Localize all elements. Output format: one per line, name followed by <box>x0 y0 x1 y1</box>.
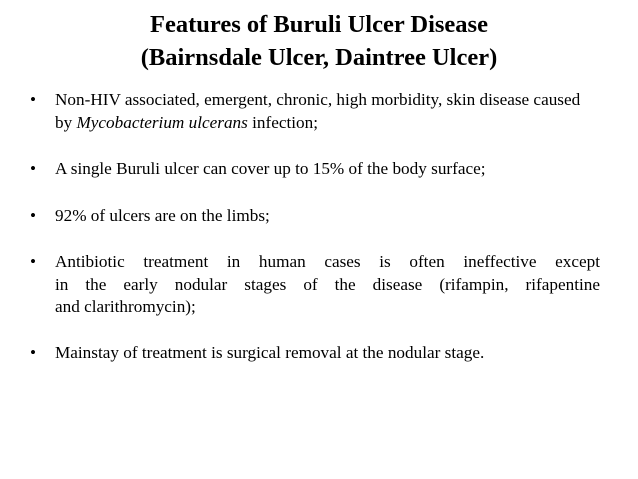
bullet-1-organism-name: Mycobacterium ulcerans <box>76 112 248 132</box>
slide-title <box>0 8 638 74</box>
bullet-dot: • <box>30 159 37 178</box>
bullet-1-text-start: Non-HIV associated, emergent, chronic, high morbidity, skin disease caused by <box>55 90 581 132</box>
bullet-list <box>30 89 600 364</box>
bullet-text-5: Mainstay of treatment is surgical removal at the nodular stage. <box>55 342 485 362</box>
bullet-item-2 <box>30 158 600 181</box>
bullet-dot: • <box>30 90 37 109</box>
bullet-item-1 <box>30 89 600 134</box>
bullet-item-3 <box>30 205 600 228</box>
bullet-4-line-2: in the early nodular stages of the disease (rifampin, rifapentine <box>55 274 600 294</box>
bullet-item-4 <box>30 251 600 319</box>
title-line-2: (Bairnsdale Ulcer, Daintree Ulcer) <box>140 44 498 71</box>
bullet-item-5 <box>30 342 600 365</box>
bullet-dot: • <box>30 342 37 362</box>
bullet-text-2: A single Buruli ulcer can cover up to 15% of the body surface; <box>55 159 486 178</box>
bullet-1-text-end: infection; <box>247 112 319 132</box>
bullet-dot: • <box>30 205 37 225</box>
bullet-4-line-1: Antibiotic treatment in human cases is often ineffective except <box>55 252 600 271</box>
bullet-text-4 <box>55 251 600 319</box>
bullet-dot: • <box>30 252 37 271</box>
bullet-text-1 <box>55 90 580 132</box>
bullet-4-line-3: and clarithromycin); <box>55 297 196 316</box>
bullet-text-3: 92% of ulcers are on the limbs; <box>55 205 270 225</box>
title-line-1: Features of Buruli Ulcer Disease <box>150 11 488 38</box>
